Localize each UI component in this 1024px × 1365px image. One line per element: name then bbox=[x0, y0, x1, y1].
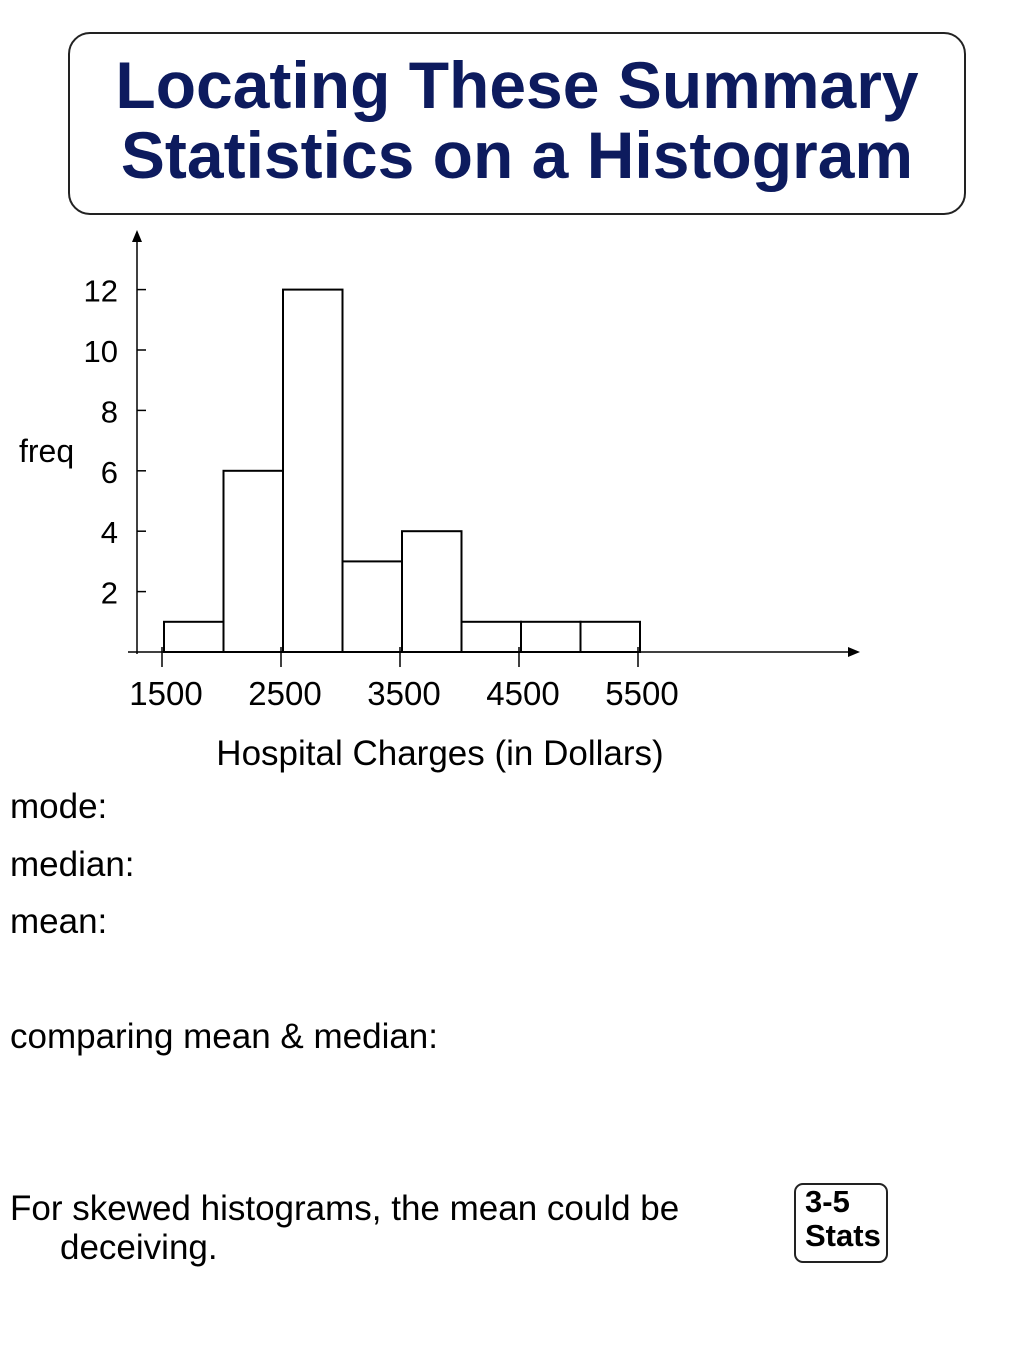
histogram-bar bbox=[521, 622, 581, 652]
x-tick-label: 2500 bbox=[248, 675, 322, 712]
y-tick-label: 12 bbox=[83, 273, 118, 309]
y-tick-label: 8 bbox=[100, 394, 118, 430]
histogram-bar bbox=[402, 531, 462, 652]
note-line-2: deceiving. bbox=[60, 1228, 218, 1267]
histogram-bar bbox=[164, 622, 224, 652]
y-axis-label: freq bbox=[19, 433, 75, 469]
x-tick-label: 4500 bbox=[486, 675, 560, 712]
x-tick-label: 5500 bbox=[605, 675, 679, 712]
note-line-1: For skewed histograms, the mean could be bbox=[10, 1189, 680, 1228]
histogram-chart bbox=[0, 220, 900, 780]
histogram-bar bbox=[462, 622, 522, 652]
x-axis-arrow bbox=[848, 647, 860, 657]
mean-label: mean: bbox=[10, 902, 108, 941]
histogram-bar bbox=[224, 471, 284, 652]
histogram-bar bbox=[581, 622, 641, 652]
y-axis-arrow bbox=[132, 230, 142, 242]
badge-line-2: Stats bbox=[805, 1218, 881, 1253]
y-tick-label: 6 bbox=[100, 454, 118, 490]
slide-title bbox=[115, 47, 919, 192]
badge-line-1: 3-5 bbox=[805, 1184, 850, 1219]
y-tick-label: 2 bbox=[100, 575, 118, 611]
x-tick-label: 3500 bbox=[367, 675, 441, 712]
median-label: median: bbox=[10, 845, 135, 884]
section-badge bbox=[794, 1183, 888, 1263]
slide-title-line-2: Statistics on a Histogram bbox=[120, 117, 914, 192]
mode-label: mode: bbox=[10, 787, 108, 826]
slide-title-line-1: Locating These Summary bbox=[115, 47, 919, 122]
histogram-bar bbox=[283, 290, 343, 652]
histogram-bar bbox=[343, 561, 403, 652]
x-tick-label: 1500 bbox=[129, 675, 203, 712]
x-axis-label: Hospital Charges (in Dollars) bbox=[216, 734, 664, 773]
y-tick-label: 4 bbox=[100, 515, 118, 551]
title-box bbox=[68, 32, 966, 215]
y-tick-label: 10 bbox=[83, 334, 118, 369]
comparing-label: comparing mean & median: bbox=[10, 1017, 438, 1056]
